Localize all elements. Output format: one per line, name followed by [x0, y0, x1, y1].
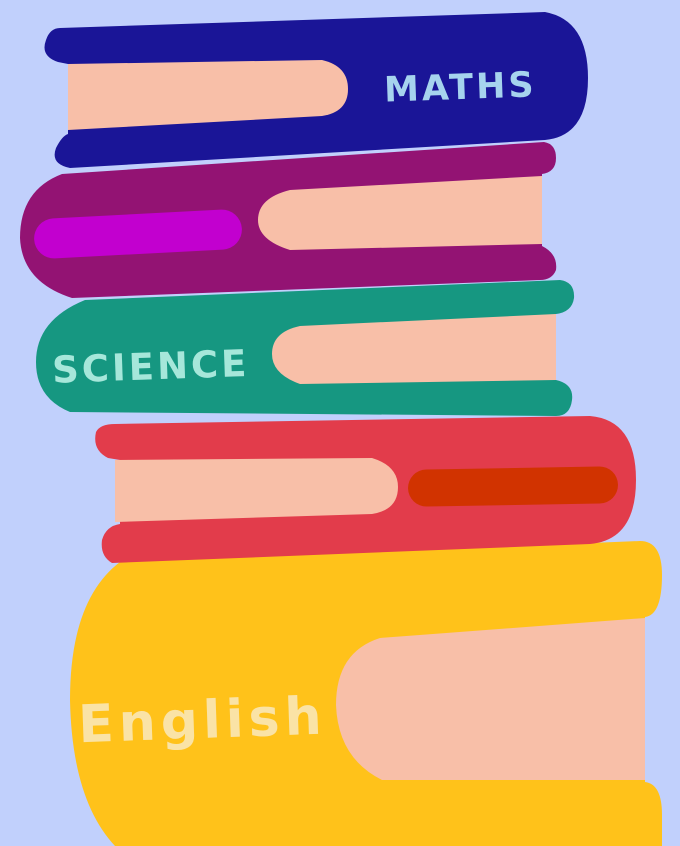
book-red — [95, 416, 636, 563]
book-english — [70, 541, 662, 846]
book-science-label: SCIENCE — [51, 341, 251, 392]
book-maths-label: MATHS — [383, 65, 538, 111]
book-red-pages — [115, 458, 398, 522]
book-red-stripe — [408, 466, 619, 507]
book-english-label: English — [77, 686, 328, 756]
book-science — [36, 280, 574, 416]
book-english-pages — [336, 618, 645, 780]
